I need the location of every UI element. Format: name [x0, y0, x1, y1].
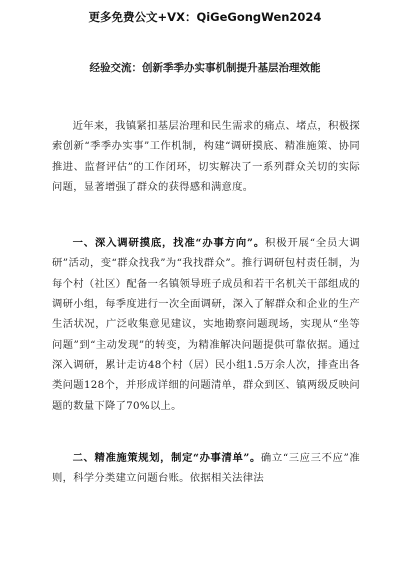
section-1-paragraph	[52, 233, 360, 416]
section-1-text: 积极开展“全员大调研”活动，变“群众找我”为“我找群众”。推行调研包村责任制，为每个村（社区）配备一名镇领导班子成员和若干名机关干部组成的调研小组，每季度进行一次全面调研，深入了解群众和企业的生产生活状况，广泛收集意见建议，实地勘察问题现场，实现从“坐等问题”到“主动发现”的转变，为精准解决问题提供可靠依据。通过深入调研，累计走访48个村（居）民小组1.5万余人次，排查出各类问题128个，并形成详细的问题清单，群众到区、镇两级反映问题的数量下降了70%以上。	[52, 237, 361, 412]
section-2-heading: 二、精准施策规划，制定“办事清单”。	[72, 451, 261, 464]
promo-header: 更多免费公文+VX：QiGeGongWen2024	[88, 10, 322, 24]
intro-text: 近年来，我镇紧扣基层治理和民生需求的痛点、堵点，积极探索创新“季季办实事”工作机制，构建“调研摸底、精准施策、协同推进、监督评估”的工作闭环，切实解决了一系列群众关切的实际问题，显著增强了群众的获得感和满意度。	[52, 120, 360, 193]
document-title: 经验交流：创新季季办实事机制提升基层治理效能	[89, 62, 321, 74]
section-1-heading: 一、深入调研摸底，找准“办事方向”。	[72, 237, 266, 250]
document-body	[52, 116, 360, 488]
section-2-paragraph	[52, 448, 360, 489]
section-2-text: 确立“三应三不应”准则，科学分类建立问题台账。依据相关法律法	[52, 451, 360, 485]
intro-paragraph	[52, 116, 360, 197]
